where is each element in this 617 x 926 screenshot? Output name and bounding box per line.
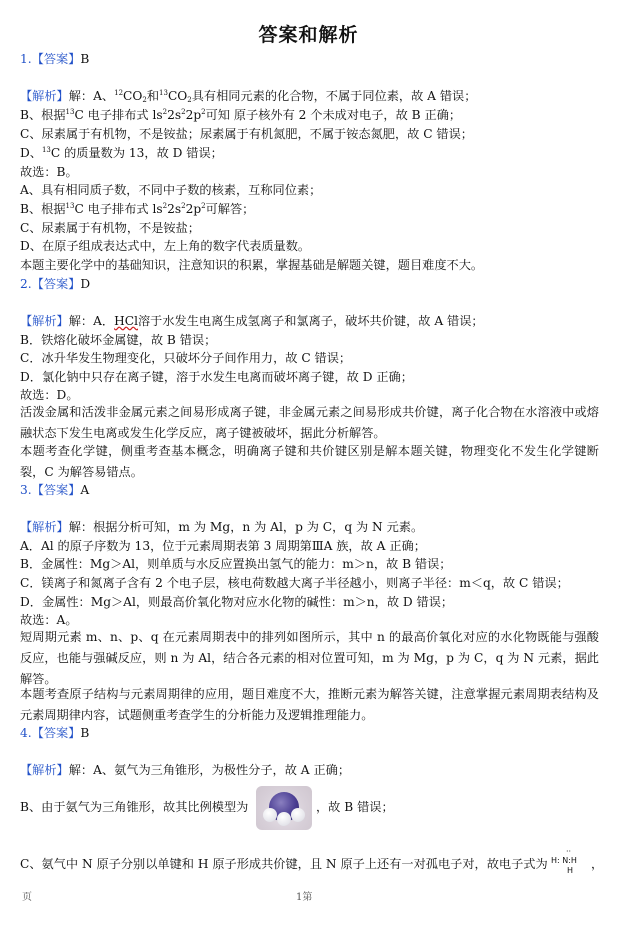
q4-analysis-line-3b: ，	[591, 857, 604, 871]
q1-analysis-line-5: 故选：B。	[20, 165, 78, 179]
hydrogen-atom-ball	[291, 808, 305, 822]
q2-analysis-label: 【解析】	[20, 314, 69, 328]
ammonia-electron-formula	[551, 849, 585, 877]
q3-analysis-line-1: 【解析】解：根据分析可知，m 为 Mg，n 为 Al，p 为 C，q 为 N 元素。	[20, 520, 424, 534]
lewis-middle-row: H: N:H	[551, 856, 577, 865]
q1-analysis-line-6: A、具有相同质子数，不同中子数的核素，互称同位素；	[20, 183, 322, 197]
q3-analysis-line-3: B．金属性：Mg＞Al，则单质与水反应置换出氢气的能力：m＞n，故 B 错误；	[20, 557, 452, 571]
q1-answer-label: 【答案】	[31, 52, 81, 66]
q4-analysis-line-3a: C、氨气中 N 原子分别以单键和 H 原子形成共价键，且 N 原子上还有一对孤电子对，故电子式为	[20, 857, 548, 871]
q3-answer: A	[80, 483, 90, 497]
footer-left: 页	[22, 892, 32, 903]
q4-analysis-line-1: 【解析】解：A、氨气为三角锥形，为极性分子，故 A 正确；	[20, 763, 351, 777]
hydrogen-atom-ball	[277, 812, 291, 826]
q2-answer-label: 【答案】	[31, 277, 81, 291]
q3-answer-line	[20, 483, 599, 498]
q2-analysis-line-2: B．铁熔化破坏金属键，故 B 错误；	[20, 333, 217, 347]
q2-answer: D	[80, 277, 91, 291]
q1-number: 1.	[20, 52, 32, 66]
q4-analysis-line-2a: B、由于氨气为三角锥形，故其比例模型为	[20, 800, 249, 814]
q4-number: 4.	[20, 726, 32, 740]
q1-analysis-line-8: C、尿素属于有机物，不是铵盐；	[20, 221, 200, 235]
q1-analysis-line-9: D、在原子组成表达式中，左上角的数字代表质量数。	[20, 239, 311, 253]
q1-analysis-line-3: C、尿素属于有机物，不是铵盐；尿素属于有机氮肥，不属于铵态氮肥，故 C 错误；	[20, 127, 473, 141]
q3-analysis-paragraph-2: 本题考查原子结构与元素周期律的应用，题目难度不大，推断元素为解答关键，注意掌握元素周期表结构及元素周期律内容，试题侧重考查学生的分析能力及逻辑推理能力。	[20, 687, 599, 722]
q4-answer-line	[20, 726, 599, 741]
lone-pair-dots: ··	[566, 847, 572, 856]
q3-analysis-paragraph-1: 短周期元素 m、n、p、q 在元素周期表中的排列如图所示，其中 n 的最高价氧化对应的水化物既能与强酸反应，也能与强碱反应，则 n 为 Al，结合各元素的相对位置可知，m 为 Mg，p 为 C，q 为 N 元素，据此解答。	[20, 630, 599, 686]
q2-analysis-line-3: C．冰升华发生物理变化，只破坏分子间作用力，故 C 错误；	[20, 351, 352, 365]
q1-analysis-line-4: D、$^{13}$C 的质量数为 13，故 D 错误；	[20, 146, 223, 160]
q3-analysis-line-5: D．金属性：Mg＞Al，则最高价氧化物对应水化物的碱性：m＞n，故 D 错误；	[20, 595, 454, 609]
q3-answer-label: 【答案】	[31, 483, 81, 497]
q2-number: 2.	[20, 277, 32, 291]
q4-answer-label: 【答案】	[31, 726, 81, 740]
hydrogen-atom-ball	[263, 808, 277, 822]
q3-number: 3.	[20, 483, 32, 497]
q2-analysis-line-4: D．氯化钠中只存在离子键，溶于水发生电离而破坏离子键，故 D 正确；	[20, 370, 413, 384]
q1-analysis-line-1: 【解析】解：A、$^{12}CO_2$和$^{13}CO_2$具有相同元素的化合物，不属于同位素，故 A 错误；	[20, 89, 477, 104]
lewis-bottom-h: H	[567, 866, 574, 875]
q1-analysis-line-7: B、根据$^{13}$C 电子排布式 $ls^22s^22p^2$可解答；	[20, 202, 255, 216]
q4-analysis-line-2b: ，故 B 错误；	[316, 800, 394, 814]
ammonia-ball-model-image	[256, 786, 312, 830]
q1-answer-line	[20, 52, 599, 67]
q2-analysis-line-5: 故选：D。	[20, 388, 79, 402]
q3-analysis-line-2: A．Al 的原子序数为 13，位于元素周期表第 3 周期第ⅢA 族，故 A 正确；	[20, 539, 426, 553]
page-title: 答案和解析	[258, 24, 359, 46]
q1-answer: B	[80, 52, 90, 66]
q2-answer-line	[20, 277, 599, 292]
q2-analysis-paragraph-1: 活泼金属和活泼非金属元素之间易形成离子键，非金属元素之间易形成共价键，离子化合物在水溶液中或熔融状态下发生电离或发生化学反应，离子键被破坏，据此分析解答。	[20, 405, 599, 440]
q4-analysis-label: 【解析】	[20, 763, 69, 777]
q1-analysis-line-2: B、根据$^{13}$C 电子排布式 $ls^22s^22p^2$可知 原子核外有 2 个未成对电子，故 B 正确；	[20, 108, 462, 122]
q3-analysis-line-4: C．镁离子和氮离子含有 2 个电子层，核电荷数越大离子半径越小，则离子半径：m＜q，故 C 错误；	[20, 576, 569, 590]
q1-analysis-label: 【解析】	[20, 89, 69, 103]
q3-analysis-line-6: 故选：A。	[20, 613, 78, 627]
q4-answer: B	[80, 726, 90, 740]
q3-analysis-label: 【解析】	[20, 520, 69, 534]
q2-analysis-line-1: 【解析】解：A．HCl溶于水发生电离生成氢离子和氯离子，破坏共价键，故 A 错误；	[20, 314, 484, 328]
q1-analysis-line-10: 本题主要化学中的基础知识，注意知识的积累，掌握基础是解题关键，题目难度不大。	[20, 258, 484, 272]
footer-page-number: 1第	[296, 892, 313, 903]
q2-analysis-paragraph-2: 本题考查化学键，侧重考查基本概念，明确离子键和共价键区别是解本题关键，物理变化不发生化学键断裂，C 为解答易错点。	[20, 444, 599, 479]
